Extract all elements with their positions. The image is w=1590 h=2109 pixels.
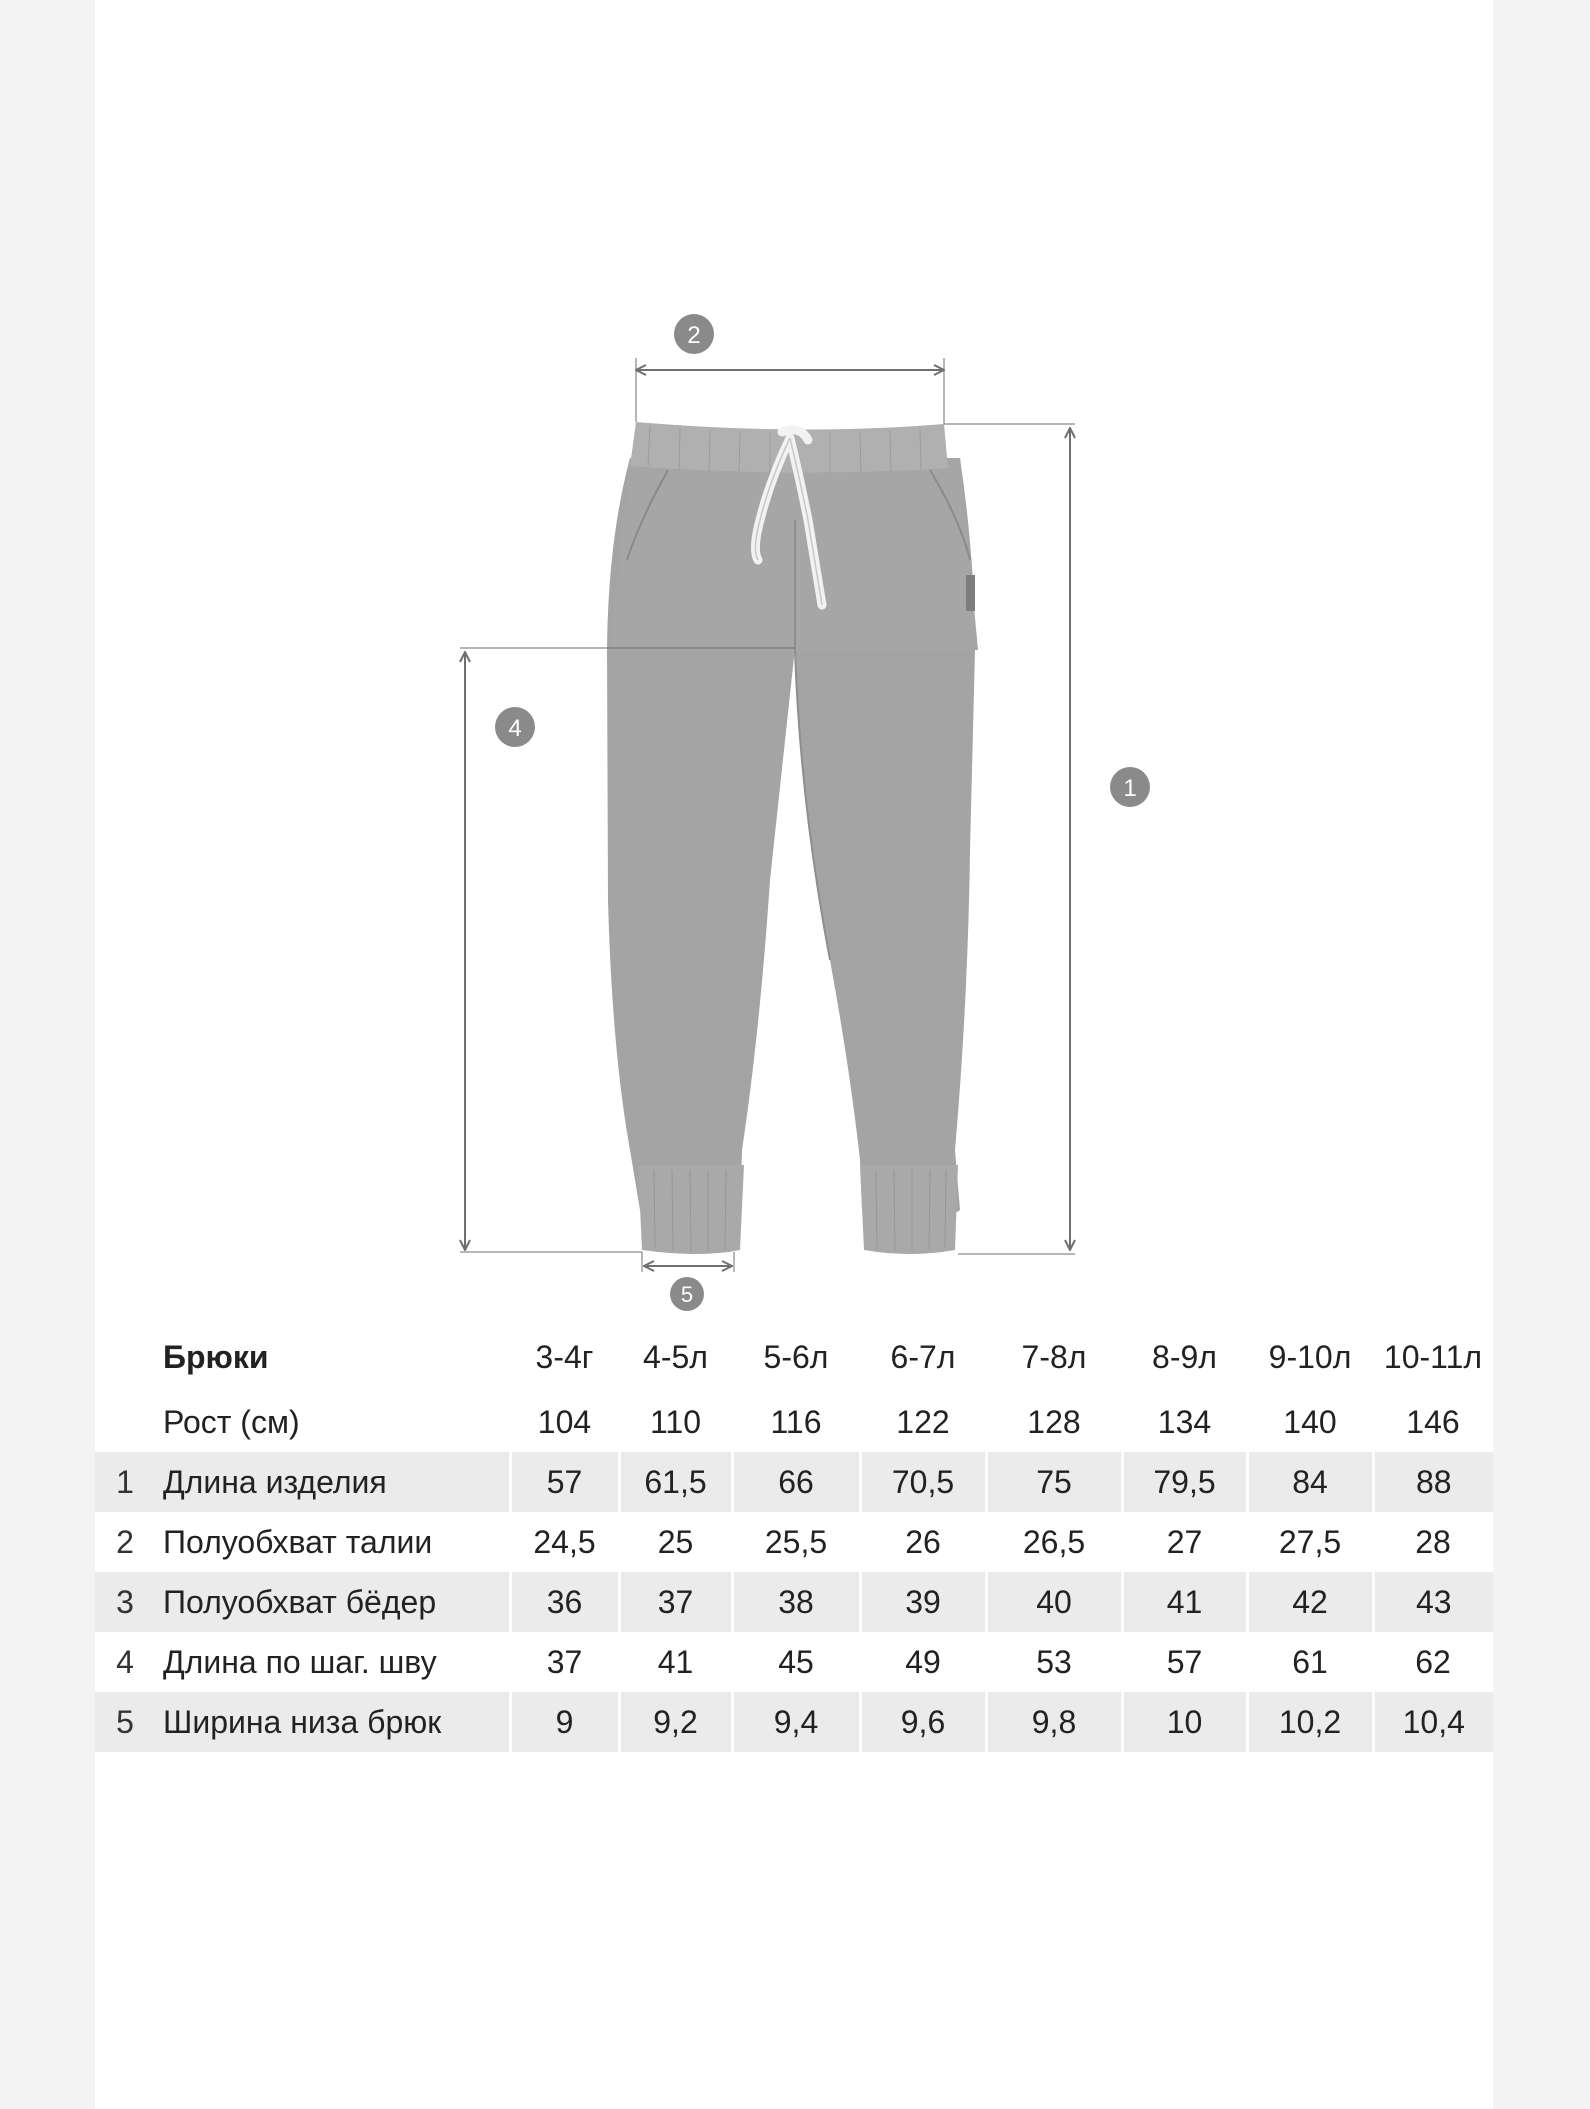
table-cell: 146 [1406,1403,1460,1440]
table-title: Брюки [163,1338,269,1375]
table-cell: 62 [1415,1643,1451,1680]
table-row [95,1572,1493,1632]
row-index: 3 [95,1572,155,1632]
table-cell: 122 [896,1403,950,1440]
row-label: Длина изделия [155,1452,510,1512]
table-cell: 140 [1283,1403,1337,1440]
size-header: 8-9л [1152,1338,1217,1375]
table-cell: 10,4 [1373,1692,1493,1752]
size-header: 7-8л [1021,1338,1087,1375]
row-label: Рост (см) [163,1403,300,1440]
size-header: 3-4г [535,1338,594,1375]
table-cell: 36 [510,1572,619,1632]
table-cell: 26,5 [1022,1523,1086,1560]
table-cell: 27,5 [1278,1523,1342,1560]
size-header: 5-6л [763,1338,829,1375]
marker-5 [670,1277,704,1311]
table-cell: 49 [905,1643,941,1680]
table-cell: 84 [1247,1452,1373,1512]
table-cell: 134 [1157,1403,1212,1440]
row-index: 2 [116,1523,134,1560]
table-cell: 25 [657,1523,694,1560]
table-cell: 79,5 [1122,1452,1247,1512]
table-cell: 39 [860,1572,986,1632]
table-cell: 26 [905,1523,941,1560]
svg-text:5: 5 [680,1282,694,1307]
table-row [95,1692,1493,1752]
size-header: 9-10л [1268,1338,1352,1375]
table-cell: 61 [1292,1643,1328,1680]
row-index: 5 [95,1692,155,1752]
brand-tag [966,575,975,611]
table-cell: 53 [1036,1643,1072,1680]
marker-2 [674,314,714,354]
table-cell: 45 [778,1643,814,1680]
table-row [95,1392,1493,1452]
table-cell: 9,8 [986,1692,1122,1752]
table-cell: 9,6 [860,1692,986,1752]
table-cell: 28 [1415,1523,1451,1560]
table-cell: 27 [1166,1523,1203,1560]
row-index: 1 [95,1452,155,1512]
table-cell: 104 [537,1403,592,1440]
table-cell: 41 [657,1643,694,1680]
table-cell: 40 [986,1572,1122,1632]
table-cell: 128 [1027,1403,1081,1440]
table-cell: 24,5 [533,1523,596,1560]
table-row [95,1632,1493,1692]
table-row [95,1512,1493,1572]
row-label: Полуобхват бёдер [155,1572,510,1632]
marker-4 [495,707,535,747]
index-header [95,1322,155,1392]
table-cell: 25,5 [764,1523,828,1560]
row-index: 4 [116,1643,134,1680]
table-cell: 37 [546,1643,583,1680]
svg-text:4: 4 [508,715,522,742]
row-index [95,1392,155,1452]
table-cell: 88 [1373,1452,1493,1512]
size-header: 6-7л [890,1338,956,1375]
table-cell: 10 [1122,1692,1247,1752]
table-cell: 10,2 [1247,1692,1373,1752]
table-cell: 42 [1247,1572,1373,1632]
table-cell: 38 [732,1572,860,1632]
table-cell: 116 [770,1403,822,1440]
table-cell: 43 [1373,1572,1493,1632]
size-header: 10-11л [1383,1338,1483,1375]
marker-1 [1110,767,1150,807]
table-header-row [95,1322,1493,1392]
table-cell: 75 [986,1452,1122,1512]
row-label: Ширина низа брюк [155,1692,510,1752]
table-cell: 57 [1166,1643,1203,1680]
right-cuff [860,1165,958,1254]
svg-text:2: 2 [687,322,701,349]
table-cell: 37 [619,1572,732,1632]
table-cell: 110 [649,1403,701,1440]
table-cell: 9,2 [619,1692,732,1752]
table-cell: 61,5 [619,1452,732,1512]
table-cell: 41 [1122,1572,1247,1632]
size-table [95,1322,1493,1752]
table-cell: 57 [510,1452,619,1512]
table-cell: 70,5 [860,1452,986,1512]
table-cell: 9,4 [732,1692,860,1752]
table-cell: 9 [510,1692,619,1752]
row-label: Полуобхват талии [163,1523,433,1560]
table-row [95,1452,1493,1512]
svg-text:1: 1 [1123,775,1137,802]
size-header: 4-5л [643,1338,708,1375]
table-cell: 66 [732,1452,860,1512]
pants-illustration [607,422,978,1254]
row-label: Длина по шаг. шву [163,1643,437,1680]
